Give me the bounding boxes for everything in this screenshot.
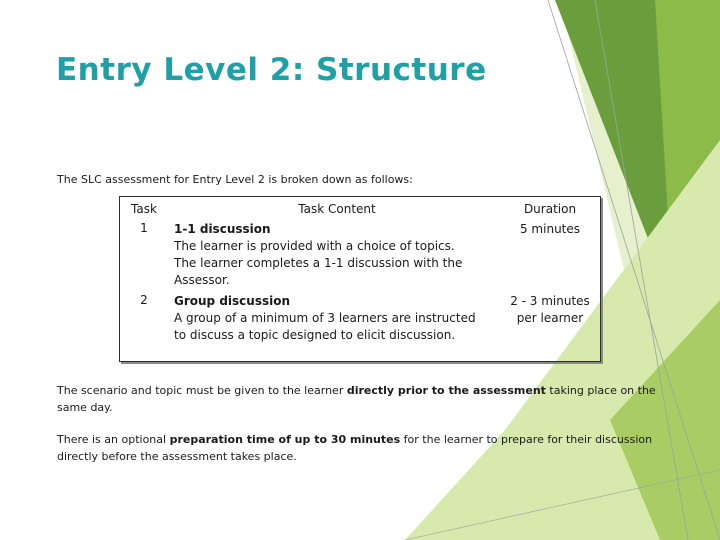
table-header-row	[120, 197, 601, 222]
paragraph-text: taking place on the same day.	[57, 384, 656, 414]
task-description-line: Assessor.	[174, 273, 230, 287]
task-heading: Group discussion	[174, 294, 291, 308]
task-content	[168, 221, 500, 291]
duration-line: 5 minutes	[519, 222, 581, 236]
slide-title: Entry Level 2: Structure	[56, 52, 487, 88]
intro-text: The SLC assessment for Entry Level 2 is broken down as follows:	[57, 173, 413, 186]
table-row	[120, 291, 601, 362]
paragraph-text: There is an optional	[57, 433, 170, 446]
paragraph-text: The scenario and topic must be given to the learner	[57, 384, 347, 397]
paragraph-text: for the learner to prepare for their discussion directly before the assessment takes place.	[57, 433, 653, 463]
task-description-line: The learner is provided with a choice of topics.	[174, 239, 455, 253]
structure-table	[119, 196, 601, 362]
header-task: Task	[131, 202, 157, 216]
task-duration	[500, 221, 601, 291]
paragraph-emphasis: directly prior to the assessment	[346, 384, 546, 397]
task-number: 2	[140, 293, 148, 307]
duration-line: 2 - 3 minutes	[510, 294, 590, 308]
task-number: 1	[140, 221, 148, 235]
duration-line: per learner	[516, 311, 584, 325]
task-duration	[500, 291, 601, 362]
table-row	[120, 221, 601, 291]
preparation-paragraph	[57, 431, 667, 465]
task-description-line: The learner completes a 1-1 discussion with the	[174, 256, 463, 270]
task-description-line: A group of a minimum of 3 learners are instructed	[174, 311, 476, 325]
task-description-line: to discuss a topic designed to elicit discussion.	[174, 328, 456, 342]
task-content	[168, 291, 500, 362]
header-duration: Duration	[523, 202, 577, 216]
paragraph-emphasis: preparation time of up to 30 minutes	[169, 433, 401, 446]
header-task-content: Task Content	[298, 202, 376, 216]
scenario-paragraph	[57, 382, 667, 416]
task-heading: 1-1 discussion	[174, 222, 271, 236]
